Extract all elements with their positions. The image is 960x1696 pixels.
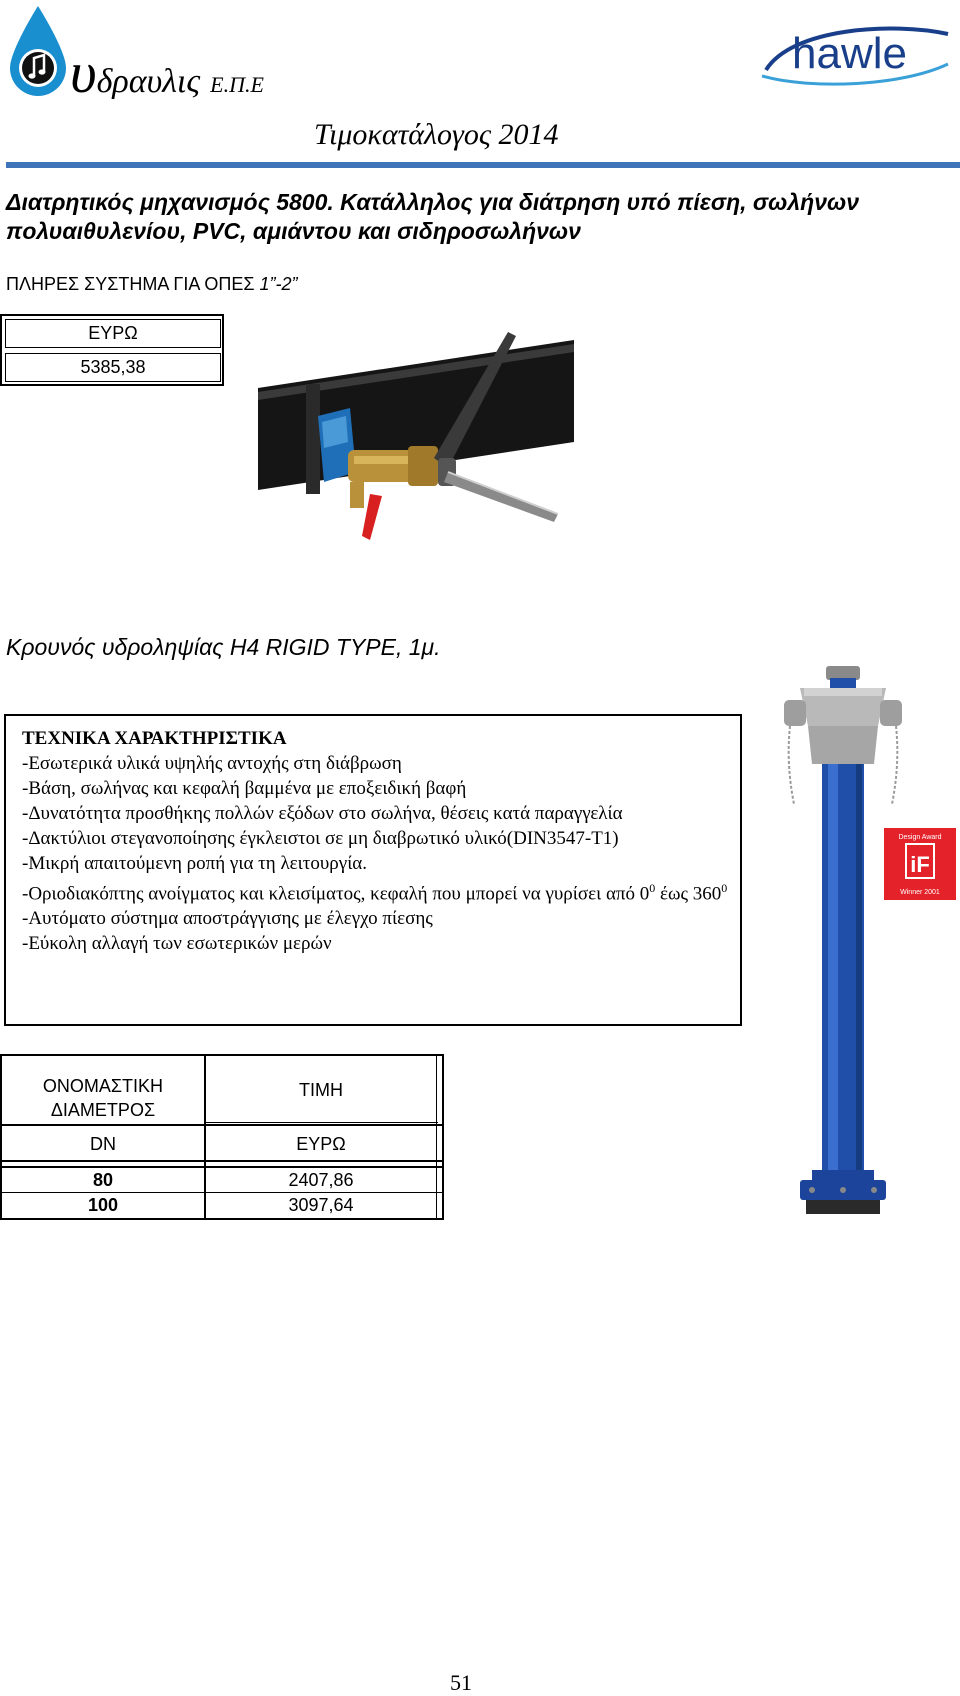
- table-unit-dn: DN: [90, 1134, 116, 1154]
- table-cell-dn: 80: [92, 1170, 114, 1190]
- spec-item: -Εσωτερικά υλικά υψηλής αντοχής στη διάβρωση: [22, 753, 402, 774]
- header-divider: [6, 162, 960, 168]
- spec-item: -Εύκολη αλλαγή των εσωτερικών μερών: [22, 933, 332, 955]
- system-range: 1”-2”: [254, 274, 298, 294]
- page-number: 51: [450, 1670, 472, 1695]
- price-value-cell: 5385,38: [5, 353, 221, 382]
- system-label: [6, 274, 298, 295]
- spec-rotation-mid: έως 360: [655, 883, 722, 905]
- company-legal-form: Ε.Π.Ε: [210, 72, 264, 97]
- water-drop-logo-icon: [6, 4, 70, 100]
- spec-item-rotation: [22, 876, 732, 906]
- award-mark: iF: [910, 852, 930, 877]
- price-header-cell: ΕΥΡΩ: [5, 319, 221, 348]
- system-label-text: ΠΛΗΡΕΣ ΣΥΣΤΗΜΑ ΓΙΑ ΟΠΕΣ: [6, 274, 255, 294]
- table-unit-euro: ΕΥΡΩ: [296, 1134, 346, 1154]
- table-divider: [2, 1160, 442, 1162]
- spec-rotation-text: -Οριοδιακόπτης ανοίγματος και κλεισίματος, κεφαλή που μπορεί να γυρίσει από 0: [22, 883, 650, 905]
- hawle-logo-text: hawle: [792, 29, 907, 78]
- degree-sup: 0: [721, 881, 728, 895]
- specs-list: [22, 726, 732, 956]
- table-divider: [206, 1122, 438, 1123]
- hydrant-title: Κρουνός υδροληψίας H4 RIGID TYPE, 1μ.: [6, 634, 441, 660]
- table-divider: [2, 1124, 442, 1126]
- degree-sup: 0: [649, 881, 656, 895]
- table-cell-price: 2407,86: [288, 1170, 354, 1190]
- award-bottom-text: Winner 2001: [900, 889, 940, 896]
- table-cell-price: 3097,64: [288, 1195, 354, 1215]
- spec-item: -Μικρή απαιτούμενη ροπή για τη λειτουργία.: [22, 853, 368, 874]
- spec-item: -Δακτύλιοι στεγανοποίησης έγκλειστοι σε μη διαβρωτικό υλικό(DIN3547-T1): [22, 828, 619, 849]
- company-name: [70, 40, 264, 105]
- table-divider: [436, 1056, 437, 1218]
- table-header-diameter: ΟΝΟΜΑΣΤΙΚΗ ΔΙΑΜΕΤΡΟΣ: [42, 1076, 164, 1120]
- table-divider: [2, 1192, 442, 1193]
- table-divider: [2, 1166, 442, 1168]
- spec-item: -Δυνατότητα προσθήκης πολλών εξόδων στο σωλήνα, θέσεις κατά παραγγελία: [22, 803, 623, 824]
- tapping-device-photo: [258, 322, 574, 562]
- company-name-rest: δραυλις: [96, 63, 201, 100]
- catalog-title: Τιμοκατάλογος 2014: [314, 118, 559, 151]
- table-header-price: ΤΙΜΗ: [299, 1080, 343, 1100]
- spec-item: -Αυτόματο σύστημα αποστράγγισης με έλεγχο πίεσης: [22, 908, 433, 930]
- award-top-text: Design Award: [898, 834, 942, 841]
- specs-box: [4, 714, 742, 1026]
- hydrant-price-table: [0, 1054, 444, 1220]
- spec-item: -Βάση, σωλήνας και κεφαλή βαμμένα με εποξειδική βαφή: [22, 778, 467, 799]
- hawle-logo-icon: [752, 20, 952, 90]
- company-name-initial: υ: [70, 40, 97, 105]
- hydrant-photo: [778, 664, 908, 1232]
- table-cell-dn: 100: [87, 1195, 119, 1215]
- tapping-price-box: [0, 314, 224, 386]
- tapping-device-title: Διατρητικός μηχανισμός 5800. Κατάλληλος για διάτρηση υπό πίεση, σωλήνων πολυαιθυλενίου, PVC, αμιάντου και σιδηροσωλήνων: [6, 189, 859, 244]
- specs-heading: ΤΕΧΝΙΚΑ ΧΑΡΑΚΤΗΡΙΣΤΙΚΑ: [22, 728, 287, 749]
